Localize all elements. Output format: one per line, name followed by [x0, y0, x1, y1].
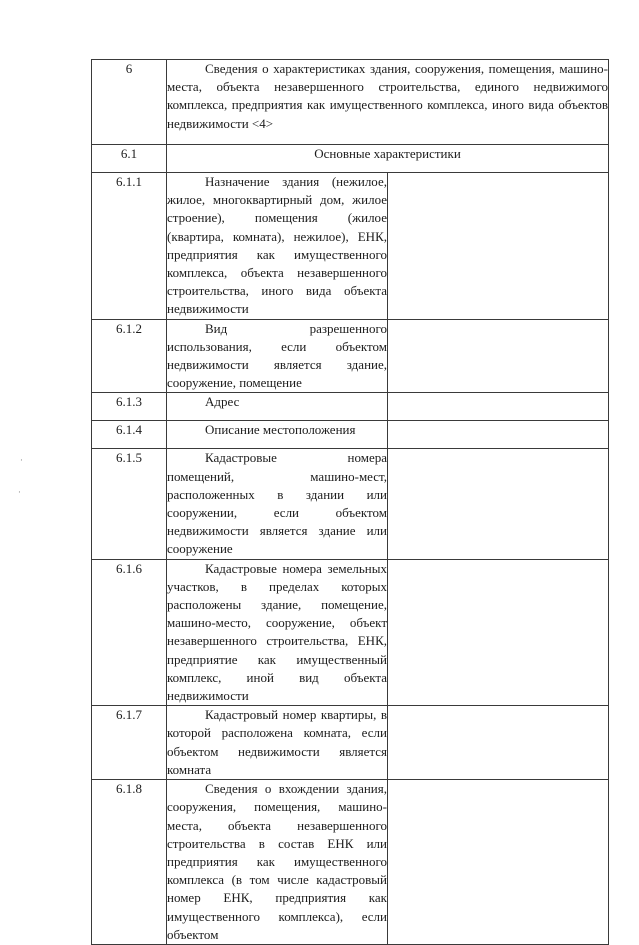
row-number: 6.1.1	[92, 173, 167, 320]
row-description: Кадастровый номер квартиры, в которой расположена комната, если объектом недвижимости является комната	[167, 706, 388, 780]
row-value	[388, 319, 609, 393]
row-value	[388, 421, 609, 449]
subsection-title: Основные характеристики	[167, 145, 609, 173]
section-row	[92, 60, 609, 145]
row-description: Адрес	[167, 393, 388, 421]
table-row	[92, 393, 609, 421]
row-value	[388, 706, 609, 780]
characteristics-table	[91, 59, 609, 945]
section-number: 6	[92, 60, 167, 145]
row-description: Сведения о вхождении здания, сооружения, помещения, машино-места, объекта незавершенного строительства в состав ЕНК или предприятия как имущественного комплекса (в том числе кадастровый номер ЕНК, предприятия как имущественного комплекса), если объектом	[167, 780, 388, 945]
scan-speck: ·	[20, 456, 23, 466]
row-number: 6.1.4	[92, 421, 167, 449]
row-value	[388, 393, 609, 421]
row-value	[388, 449, 609, 559]
table-row	[92, 449, 609, 559]
row-number: 6.1.3	[92, 393, 167, 421]
row-description: Описание местоположения	[167, 421, 388, 449]
row-number: 6.1.8	[92, 780, 167, 945]
table-row	[92, 706, 609, 780]
row-description: Кадастровые номера помещений, машино-мест, расположенных в здании или сооружении, если объектом недвижимости является здание или сооружение	[167, 449, 388, 559]
subsection-number: 6.1	[92, 145, 167, 173]
scan-speck: ·	[18, 488, 21, 498]
section-title: Сведения о характеристиках здания, сооружения, помещения, машино-места, объекта незавершенного строительства, единого недвижимого комплекса, предприятия как имущественного комплекса, иного вида объектов недвижимости <4>	[167, 60, 609, 145]
row-value	[388, 780, 609, 945]
row-description: Вид разрешенного использования, если объектом недвижимости является здание, сооружение, помещение	[167, 319, 388, 393]
row-number: 6.1.5	[92, 449, 167, 559]
table-row	[92, 173, 609, 320]
table-row	[92, 319, 609, 393]
row-value	[388, 559, 609, 706]
row-description: Назначение здания (нежилое, жилое, многоквартирный дом, жилое строение), помещения (жилое (квартира, комната), нежилое), ЕНК, предприятия как имущественного комплекса, объекта незавершенного строительства, иного вида объекта недвижимости	[167, 173, 388, 320]
row-description: Кадастровые номера земельных участков, в пределах которых расположены здание, помещение, машино-место, сооружение, объект незавершенного строительства, ЕНК, предприятие как имущественный комплекс, иной вид объекта недвижимости	[167, 559, 388, 706]
row-number: 6.1.7	[92, 706, 167, 780]
row-value	[388, 173, 609, 320]
table-row	[92, 421, 609, 449]
table-row	[92, 559, 609, 706]
table-row	[92, 780, 609, 945]
row-number: 6.1.2	[92, 319, 167, 393]
subsection-row	[92, 145, 609, 173]
row-number: 6.1.6	[92, 559, 167, 706]
